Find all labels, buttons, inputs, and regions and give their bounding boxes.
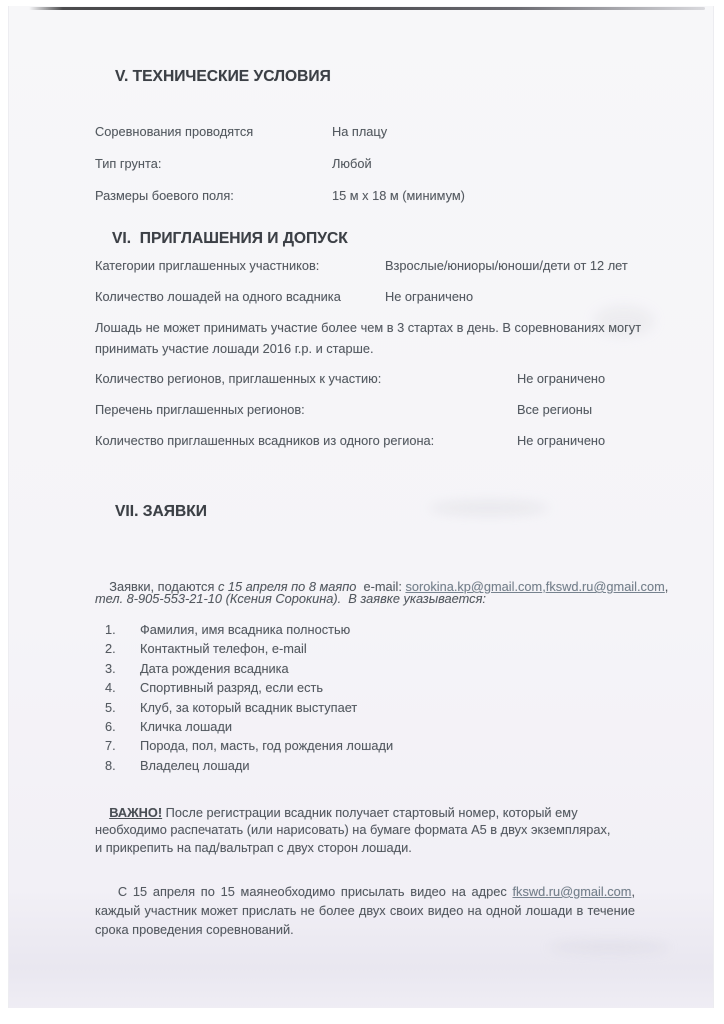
list-item: [105, 622, 393, 641]
list-item: [105, 738, 393, 757]
important-text: После регистрации всадник получает стартовый номер, который ему необходимо распечатать (или нарисовать) на бумаге формата А5 в двух экземплярах, и прикрепить на пад/вальтрап с двух сторон лошади.: [95, 804, 614, 855]
field-value: 15 м х 18 м (минимум): [332, 188, 465, 203]
important-note: [95, 786, 614, 874]
section-vi-title: VI. ПРИГЛАШЕНИЯ И ДОПУСК: [112, 230, 348, 247]
field-label: Категории приглашенных участников:: [95, 258, 320, 273]
section-v-title: V. ТЕХНИЧЕСКИЕ УСЛОВИЯ: [115, 68, 331, 85]
field-value: Не ограничено: [517, 371, 606, 386]
field-value: Любой: [332, 156, 372, 171]
horse-participation-note: Лошадь не может принимать участие более чем в 3 стартах в день. В соревнованиях могут принимать участие лошади 2016 г.р. и старше.: [95, 320, 645, 356]
list-item-text: Спортивный разряд, если есть: [140, 680, 324, 696]
intro-dates: с 15 апреля по 8 маяпо: [217, 579, 357, 594]
list-item-text: Дата рождения всадника: [140, 660, 289, 676]
email-link-fkswd-video: fkswd.ru@gmail.com: [512, 883, 632, 899]
list-item-text: Кличка лошади: [140, 718, 233, 734]
list-item-text: Контактный телефон, e-mail: [140, 641, 307, 657]
list-number: 2.: [105, 641, 116, 657]
list-number: 6.: [105, 718, 116, 734]
field-label: Размеры боевого поля:: [95, 188, 234, 203]
list-item-text: Фамилия, имя всадника полностью: [140, 622, 351, 637]
important-label: ВАЖНО!: [109, 804, 163, 820]
list-number: 3.: [105, 660, 116, 676]
email-separator: ,: [542, 579, 546, 594]
list-number: 5.: [105, 699, 116, 715]
list-item-text: Порода, пол, масть, год рождения лошади: [140, 738, 394, 754]
application-fields-list: [105, 622, 393, 777]
contact-phone-line: тел. 8-905-553-21-10 (Ксения Сорокина). В заявке указывается:: [95, 591, 486, 606]
field-value: Взрослые/юниоры/юноши/дети от 12 лет: [385, 258, 628, 273]
list-number: 8.: [105, 757, 116, 773]
field-label: Соревнования проводятся: [95, 124, 254, 139]
list-item: [105, 661, 393, 680]
intro-email-label: e-mail:: [356, 579, 406, 594]
field-value: На плацу: [332, 124, 388, 139]
intro-tail: ,: [664, 579, 669, 594]
video-text-post: , каждый участник может прислать не более двух своих видео на одной лошади в течение срока проведения соревнований.: [95, 883, 639, 937]
list-number: 7.: [105, 738, 116, 754]
field-label: Количество регионов, приглашенных к участию:: [95, 371, 382, 386]
email-link-sorokina: sorokina.kp@gmail.com: [405, 579, 543, 594]
section-vii-title: VII. ЗАЯВКИ: [115, 503, 207, 520]
list-item: [105, 680, 393, 699]
field-value: Не ограничено: [517, 433, 606, 448]
video-submission-paragraph: [95, 864, 639, 959]
field-value: Все регионы: [517, 402, 593, 417]
list-number: 1.: [105, 622, 116, 637]
list-item: [105, 758, 393, 777]
field-label: Перечень приглашенных регионов:: [95, 402, 305, 417]
video-text-pre: С 15 апреля по 15 маянеобходимо присылать видео на адрес: [117, 883, 513, 899]
field-label: Количество лошадей на одного всадника: [95, 289, 341, 304]
list-item-text: Клуб, за который всадник выступает: [140, 699, 358, 715]
intro-text: Заявки, подаются: [109, 579, 218, 594]
field-value: Не ограничено: [385, 289, 474, 304]
list-number: 4.: [105, 680, 116, 696]
list-item: [105, 700, 393, 719]
list-item-text: Владелец лошади: [140, 757, 250, 773]
list-item: [105, 719, 393, 738]
list-item: [105, 641, 393, 660]
field-label: Количество приглашенных всадников из одного региона:: [95, 433, 435, 448]
email-link-fkswd: fkswd.ru@gmail.com: [545, 579, 665, 594]
field-label: Тип грунта:: [95, 156, 162, 171]
